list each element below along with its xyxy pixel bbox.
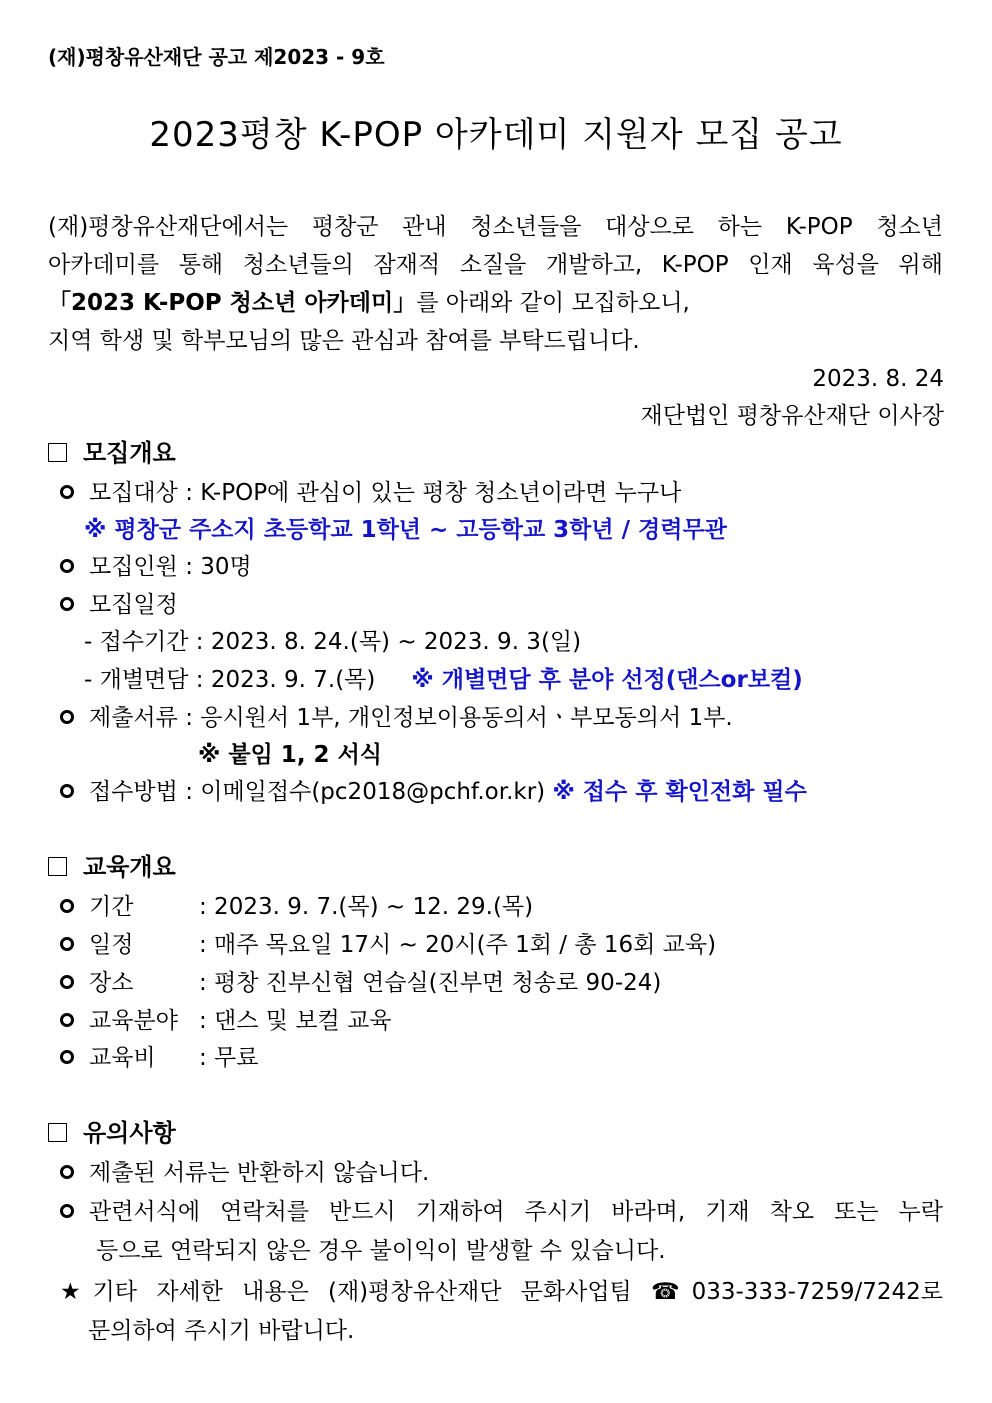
circle-bullet-icon — [60, 975, 74, 989]
circle-bullet-icon — [60, 899, 74, 913]
program-name: 「2023 K-POP 청소년 아카데미」 — [48, 290, 417, 316]
circle-bullet-icon — [60, 1013, 74, 1027]
circle-bullet-icon — [60, 559, 74, 573]
method-note: ※ 접수 후 확인전화 필수 — [552, 779, 807, 805]
notes-item-1: 제출된 서류는 반환하지 않습니다. — [60, 1158, 429, 1188]
issuer: 재단법인 평창유산재단 이사장 — [640, 403, 944, 429]
circle-bullet-icon — [60, 937, 74, 951]
schedule-label: 일정 — [89, 932, 134, 958]
application-period: - 접수기간 : 2023. 8. 24.(목) ~ 2023. 9. 3(일) — [84, 629, 582, 655]
place-label: 장소 — [89, 970, 134, 996]
schedule-label: 모집일정 — [89, 592, 178, 618]
circle-bullet-icon — [60, 1204, 74, 1218]
count-value: : 30명 — [185, 554, 252, 580]
docs-label: 제출서류 — [89, 705, 178, 731]
education-schedule — [60, 930, 716, 960]
period-label: 기간 — [89, 894, 134, 920]
place-value: : 평창 진부신협 연습실(진부면 청송로 90-24) — [199, 970, 662, 996]
method-label: 접수방법 — [89, 779, 178, 805]
page-title: 2023평창 K-POP 아카데미 지원자 모집 공고 — [149, 115, 843, 155]
circle-bullet-icon — [60, 1165, 74, 1179]
field-label: 교육분야 — [89, 1008, 178, 1034]
notice-number: (재)평창유산재단 공고 제2023 - 9호 — [48, 45, 385, 69]
recruit-count — [60, 552, 252, 582]
fee-label: 교육비 — [89, 1045, 156, 1071]
intro-line-2: 아카데미를 통해 청소년들의 잠재적 소질을 개발하고, K-POP 인재 육성을 위해 — [48, 252, 943, 278]
recruit-schedule — [60, 590, 178, 620]
education-period — [60, 892, 533, 922]
intro-line-3 — [48, 288, 690, 318]
recruit-documents — [60, 703, 733, 733]
intro-line-4: 지역 학생 및 학부모님의 많은 관심과 참여를 부탁드립니다. — [48, 328, 640, 354]
contact-info: ★기타 자세한 내용은 (재)평창유산재단 문화사업팀 ☎033-333-7259/7242로 — [60, 1279, 943, 1305]
fee-value: : 무료 — [199, 1045, 259, 1071]
method-value: : 이메일접수(pc2018@pchf.or.kr) — [185, 779, 546, 805]
education-fee — [60, 1043, 259, 1073]
period-value: : 2023. 9. 7.(목) ~ 12. 29.(목) — [199, 894, 534, 920]
target-label: 모집대상 — [89, 480, 178, 506]
count-label: 모집인원 — [89, 554, 178, 580]
interview-note: ※ 개별면담 후 분야 선정(댄스or보컬) — [411, 667, 803, 693]
interview-item — [84, 665, 803, 695]
docs-value: : 응시원서 1부, 개인정보이용동의서ㆍ부모동의서 1부. — [185, 705, 733, 731]
contact-info-cont: 문의하여 주시기 바랍니다. — [88, 1318, 355, 1344]
interview-date: - 개별면담 : 2023. 9. 7.(목) — [84, 667, 376, 693]
checkbox-square-icon — [48, 1123, 67, 1142]
circle-bullet-icon — [60, 710, 74, 724]
circle-bullet-icon — [60, 1050, 74, 1064]
docs-attachment-note: ※ 붙임 1, 2 서식 — [198, 742, 383, 768]
circle-bullet-icon — [60, 784, 74, 798]
section-heading-education: 교육개요 — [48, 852, 176, 882]
target-value: : K-POP에 관심이 있는 평창 청소년이라면 누구나 — [185, 480, 682, 506]
circle-bullet-icon — [60, 485, 74, 499]
section-heading-recruit: 모집개요 — [48, 438, 176, 468]
intro-line-1: (재)평창유산재단에서는 평창군 관내 청소년들을 대상으로 하는 K-POP 청소년 — [48, 214, 943, 240]
circle-bullet-icon — [60, 597, 74, 611]
checkbox-square-icon — [48, 857, 67, 876]
notes-item-2: 관련서식에 연락처를 반드시 기재하여 주시기 바라며, 기재 착오 또는 누락 — [60, 1197, 943, 1227]
notice-date: 2023. 8. 24 — [812, 366, 944, 392]
field-value: : 댄스 및 보컬 교육 — [199, 1008, 392, 1034]
education-field — [60, 1006, 392, 1036]
education-place — [60, 968, 661, 998]
recruit-target — [60, 478, 681, 508]
target-note: ※ 평창군 주소지 초등학교 1학년 ~ 고등학교 3학년 / 경력무관 — [84, 517, 727, 543]
intro-line-3-rest: 를 아래와 같이 모집하오니, — [416, 290, 690, 316]
schedule-value: : 매주 목요일 17시 ~ 20시(주 1회 / 총 16회 교육) — [199, 932, 717, 958]
section-heading-notes: 유의사항 — [48, 1118, 176, 1148]
checkbox-square-icon — [48, 443, 67, 462]
notes-item-2-cont: 등으로 연락되지 않은 경우 불이익이 발생할 수 있습니다. — [96, 1238, 666, 1264]
recruit-method — [60, 777, 807, 807]
